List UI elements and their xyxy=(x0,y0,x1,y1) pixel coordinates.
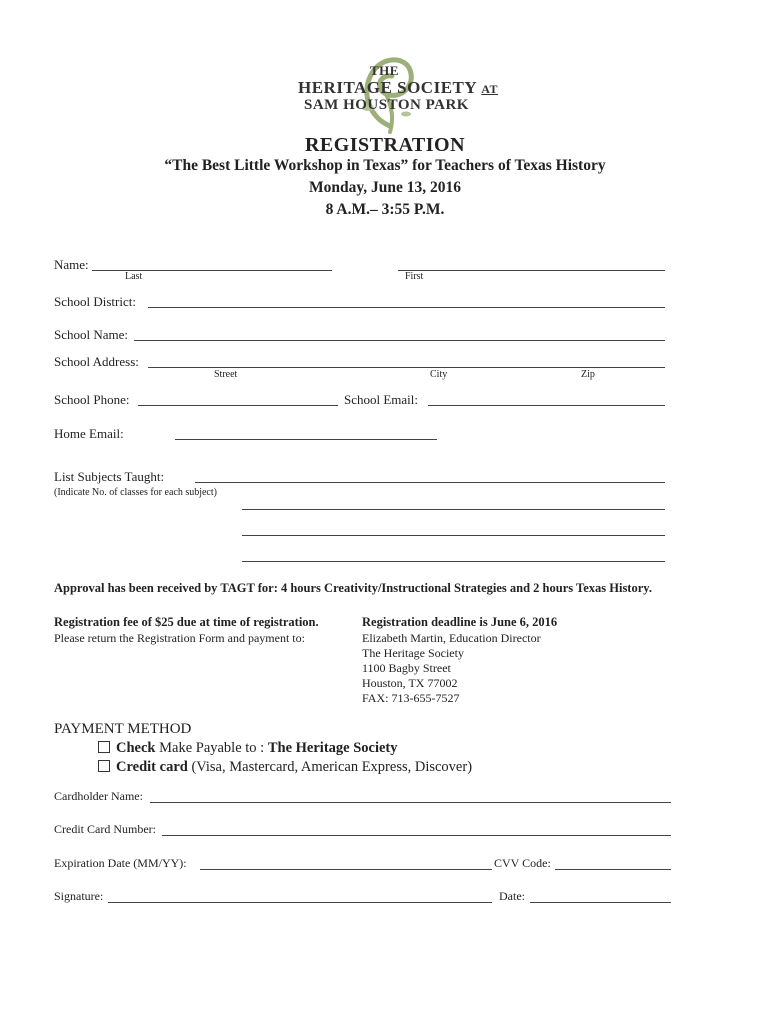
school-phone-label: School Phone: xyxy=(54,392,130,407)
payment-heading: PAYMENT METHOD xyxy=(54,721,192,737)
date-label: Date: xyxy=(499,889,525,903)
return-text: Please return the Registration Form and payment to: xyxy=(54,631,305,645)
school-district-field[interactable] xyxy=(148,307,665,308)
fee-text: Registration fee of $25 due at time of registration. xyxy=(54,615,319,629)
workshop-subtitle: “The Best Little Workshop in Texas” for Teachers of Texas History xyxy=(164,157,606,174)
check-option[interactable]: Check Make Payable to : The Heritage Society xyxy=(98,740,398,757)
first-name-field[interactable] xyxy=(398,270,665,271)
workshop-time: 8 A.M.– 3:55 P.M. xyxy=(325,201,445,218)
cardholder-label: Cardholder Name: xyxy=(54,789,143,803)
subjects-field-4[interactable] xyxy=(242,561,665,562)
address-line-1: Elizabeth Martin, Education Director xyxy=(362,631,541,645)
first-name-hint: First xyxy=(405,271,424,282)
expiration-label: Expiration Date (MM/YY): xyxy=(54,856,187,870)
address-line-2: The Heritage Society xyxy=(362,646,464,660)
date-field[interactable] xyxy=(530,902,671,903)
school-name-field[interactable] xyxy=(134,340,665,341)
workshop-date: Monday, June 13, 2016 xyxy=(308,179,461,196)
school-email-label: School Email: xyxy=(344,392,419,407)
heritage-society-logo xyxy=(290,48,499,136)
subjects-field-2[interactable] xyxy=(242,509,665,510)
cvv-label: CVV Code: xyxy=(494,856,551,870)
approval-text: Approval has been received by TAGT for: 4 hours Creativity/Instructional Strategies and 2 hours Texas History. xyxy=(54,581,652,595)
expiration-field[interactable] xyxy=(200,869,492,870)
home-email-field[interactable] xyxy=(175,439,437,440)
cardholder-field[interactable] xyxy=(150,802,671,803)
name-label: Name: xyxy=(54,257,89,272)
subjects-field-3[interactable] xyxy=(242,535,665,536)
cvv-field[interactable] xyxy=(555,869,671,870)
credit-card-option[interactable]: Credit card (Visa, Mastercard, American Express, Discover) xyxy=(98,759,472,776)
zip-hint: Zip xyxy=(581,369,595,380)
home-email-label: Home Email: xyxy=(54,426,124,441)
page-title: REGISTRATION xyxy=(304,134,466,156)
card-number-label: Credit Card Number: xyxy=(54,822,156,836)
address-line-4: Houston, TX 77002 xyxy=(362,676,458,690)
city-hint: City xyxy=(430,369,448,380)
deadline-text: Registration deadline is June 6, 2016 xyxy=(362,615,558,629)
school-district-label: School District: xyxy=(54,294,136,309)
checkbox-icon[interactable] xyxy=(98,760,110,772)
school-phone-field[interactable] xyxy=(138,405,338,406)
checkbox-icon[interactable] xyxy=(98,741,110,753)
last-name-hint: Last xyxy=(125,271,143,282)
logo-heritage-society: HERITAGE SOCIETY AT xyxy=(298,78,499,97)
school-email-field[interactable] xyxy=(428,405,665,406)
subjects-label: List Subjects Taught: xyxy=(54,469,165,484)
subjects-field-1[interactable] xyxy=(195,482,665,483)
street-hint: Street xyxy=(214,369,238,380)
logo-sam-houston-park: SAM HOUSTON PARK xyxy=(304,97,469,113)
school-address-field[interactable] xyxy=(148,367,665,368)
subjects-hint: (Indicate No. of classes for each subject) xyxy=(54,487,217,498)
address-line-3: 1100 Bagby Street xyxy=(362,661,451,675)
signature-field[interactable] xyxy=(108,902,492,903)
signature-label: Signature: xyxy=(54,889,104,903)
school-address-label: School Address: xyxy=(54,354,139,369)
card-number-field[interactable] xyxy=(162,835,671,836)
logo-the: THE xyxy=(370,63,399,78)
school-name-label: School Name: xyxy=(54,327,129,342)
address-line-5: FAX: 713-655-7527 xyxy=(362,691,460,705)
